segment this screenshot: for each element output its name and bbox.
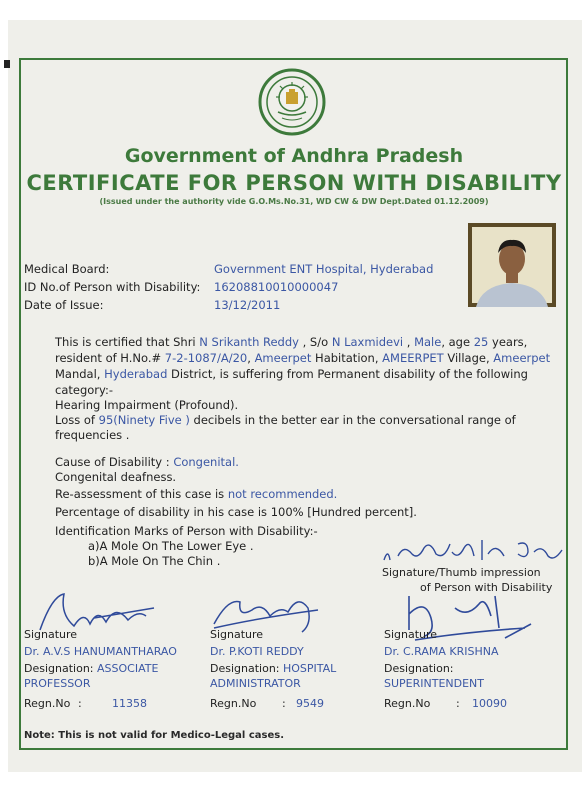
signatory-3-designation-2: SUPERINTENDENT <box>384 677 484 690</box>
body-line-7: frequencies . <box>55 428 130 442</box>
percentage-line: Percentage of disability in his case is 100% [Hundred percent]. <box>55 505 417 519</box>
body-line-4: category:- <box>55 383 114 397</box>
signatory-1-regn-label: Regn.No <box>24 697 71 710</box>
cause-of-disability: Cause of Disability : Congenital. <box>55 455 239 469</box>
date-of-issue-value: 13/12/2011 <box>214 298 281 312</box>
punch-mark <box>4 60 10 68</box>
government-title: Government of Andhra Pradesh <box>124 145 464 167</box>
reassessment-line: Re-assessment of this case is not recommended. <box>55 487 338 501</box>
signatory-2-designation-2: ADMINISTRATOR <box>210 677 301 690</box>
signatory-3-designation: Designation: <box>384 662 454 675</box>
identification-marks-label: Identification Marks of Person with Disability:- <box>55 524 318 538</box>
signatory-1-regn-colon: : <box>78 697 82 710</box>
signatory-1-designation-2: PROFESSOR <box>24 677 91 690</box>
signatory-3-regn-colon: : <box>456 697 460 710</box>
signatory-2-regn-colon: : <box>282 697 286 710</box>
signatory-2-designation: Designation: HOSPITAL <box>210 662 337 675</box>
gender: Male <box>414 335 442 349</box>
person-signature-icon <box>378 530 568 570</box>
signatory-1-designation: Designation: ASSOCIATE <box>24 662 159 675</box>
signatory-2-signature-label: Signature <box>210 628 264 641</box>
identification-mark-b: b)A Mole On The Chin . <box>88 554 221 568</box>
signatory-3-regn-label: Regn.No <box>384 697 431 710</box>
father-name: N Laxmidevi <box>331 335 404 349</box>
state-emblem-icon <box>258 68 326 138</box>
signatory-1-name: Dr. A.V.S HANUMANTHARAO <box>24 645 177 658</box>
identification-mark-a: a)A Mole On The Lower Eye . <box>88 539 254 553</box>
body-line-6: Loss of 95(Ninety Five ) decibels in the better ear in the conversational range of <box>55 413 516 427</box>
signatory-2-name: Dr. P.KOTI REDDY <box>210 645 304 658</box>
person-signature-label-1: Signature/Thumb impression <box>382 566 541 579</box>
person-photo <box>468 223 556 307</box>
medical-board-value: Government ENT Hospital, Hyderabad <box>214 262 434 276</box>
id-label: ID No.of Person with Disability: <box>24 280 201 294</box>
person-name: N Srikanth Reddy <box>199 335 299 349</box>
signatory-2-regn-label: Regn.No <box>210 697 257 710</box>
body-line-3: Mandal, Hyderabad District, is suffering from Permanent disability of the following <box>55 367 528 381</box>
certificate-title: CERTIFICATE FOR PERSON WITH DISABILITY <box>26 171 562 195</box>
validity-note: Note: This is not valid for Medico-Legal cases. <box>24 730 284 741</box>
body-line-2: resident of H.No.# 7-2-1087/A/20, Ameerpet Habitation, AMEERPET Village, Ameerpet <box>55 351 551 365</box>
body-line-1: This is certified that Shri N Srikanth Reddy , S/o N Laxmidevi , Male, age 25 years, <box>55 335 528 349</box>
signatory-2-regn: 9549 <box>296 697 324 710</box>
id-value: 16208810010000047 <box>214 280 339 294</box>
person-signature-label-2: of Person with Disability <box>420 581 553 594</box>
cause-detail: Congenital deafness. <box>55 470 177 484</box>
signatory-1-regn: 11358 <box>112 697 147 710</box>
date-of-issue-label: Date of Issue: <box>24 298 104 312</box>
medical-board-label: Medical Board: <box>24 262 110 276</box>
disability-category: Hearing Impairment (Profound). <box>55 398 239 412</box>
signatory-3-name: Dr. C.RAMA KRISHNA <box>384 645 499 658</box>
signatory-3-signature-label: Signature <box>384 628 438 641</box>
signatory-1-signature-label: Signature <box>24 628 78 641</box>
signatory-3-regn: 10090 <box>472 697 507 710</box>
age: 25 <box>473 335 489 349</box>
issued-under-text: (Issued under the authority vide G.O.Ms.No.31, WD CW & DW Dept.Dated 01.12.2009) <box>99 197 489 206</box>
